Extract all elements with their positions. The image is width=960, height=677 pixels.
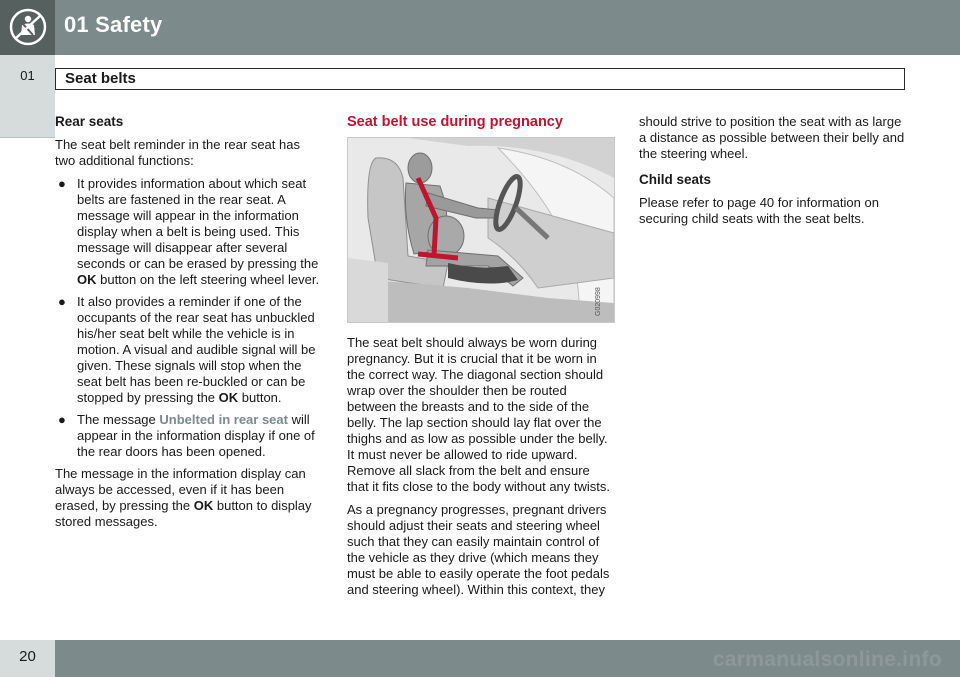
bullet-text: It also provides a reminder if one of the occupants of the rear seat has unbuckled his/her seat belt while the vehicle is in motion. A visual and audible signal will be given. These signals will stop when the seat belt has been re-buckled or can be stopped by pressing the bbox=[77, 294, 316, 405]
ok-button-label: OK bbox=[193, 498, 214, 513]
bullet-icon: ● bbox=[58, 294, 66, 309]
pregnancy-seatbelt-illustration bbox=[347, 137, 615, 323]
bullet-text: button. bbox=[238, 390, 282, 405]
bullet-icon: ● bbox=[58, 412, 66, 427]
bullet-text: button on the left steering wheel lever. bbox=[96, 272, 320, 287]
closing-text: The message in the information display can always be accessed, even if it has been erased, by pressing the bbox=[55, 466, 306, 513]
section-title: Seat belts bbox=[65, 70, 136, 87]
list-item bbox=[55, 176, 323, 288]
image-code: G020998 bbox=[595, 287, 602, 316]
watermark: carmanualsonline.info bbox=[712, 648, 942, 671]
ok-button-label: OK bbox=[77, 272, 97, 287]
page-number: 20 bbox=[19, 648, 36, 665]
rear-seats-intro: The seat belt reminder in the rear seat has two additional functions: bbox=[55, 137, 300, 168]
column-continued bbox=[639, 114, 909, 234]
chapter-logo bbox=[0, 0, 55, 55]
column-pregnancy bbox=[347, 114, 615, 605]
child-seats-text: Please refer to page 40 for information on securing child seats with the seat belts. bbox=[639, 195, 879, 226]
rear-seats-bullets bbox=[55, 176, 323, 460]
bullet-text: will appear in the information display if one of the rear doors has been opened. bbox=[77, 412, 315, 459]
list-item bbox=[55, 412, 323, 460]
chapter-tab-label: 01 bbox=[20, 68, 35, 83]
chapter-title: 01 Safety bbox=[64, 12, 163, 37]
page-number-box bbox=[0, 640, 55, 677]
pregnancy-para-3: should strive to position the seat with as large a distance as possible between their belly and the steering wheel. bbox=[639, 114, 905, 161]
closing-text: button to display stored messages. bbox=[55, 498, 312, 529]
section-header bbox=[55, 68, 905, 90]
seatbelt-warning-icon bbox=[9, 8, 47, 46]
display-message-text: Unbelted in rear seat bbox=[159, 412, 288, 427]
ok-button-label: OK bbox=[218, 390, 239, 405]
heading-rear-seats: Rear seats bbox=[55, 114, 124, 129]
bullet-text: It provides information about which seat belts are fastened in the rear seat. A message will appear in the information display when a belt is being used. This message will disappear after several seconds or can be erased by pressing the bbox=[77, 176, 319, 271]
bullet-icon: ● bbox=[58, 176, 66, 191]
pregnancy-para-2: As a pregnancy progresses, pregnant drivers should adjust their seats and steering wheel such that they can easily maintain control of the vehicle as they drive (which means they must be able to easily operate the foot pedals and steering wheel). Within this context, they bbox=[347, 502, 610, 597]
bullet-text: The message bbox=[77, 412, 160, 427]
list-item bbox=[55, 294, 323, 406]
heading-child-seats: Child seats bbox=[639, 172, 712, 187]
rear-seats-closing bbox=[55, 466, 323, 530]
chapter-tab[interactable] bbox=[0, 55, 55, 138]
pregnancy-para-1: The seat belt should always be worn during pregnancy. But it is crucial that it be worn in the correct way. The diagonal section should wrap over the shoulder then be routed between the breasts and to the side of the belly. The lap section should lay flat over the thighs and as low as possible under the belly. It must never be allowed to ride upward. Remove all slack from the belt and ensure that it fits close to the body without any twists. bbox=[347, 335, 611, 494]
column-rear-seats bbox=[55, 114, 323, 537]
heading-pregnancy: Seat belt use during pregnancy bbox=[347, 114, 563, 130]
